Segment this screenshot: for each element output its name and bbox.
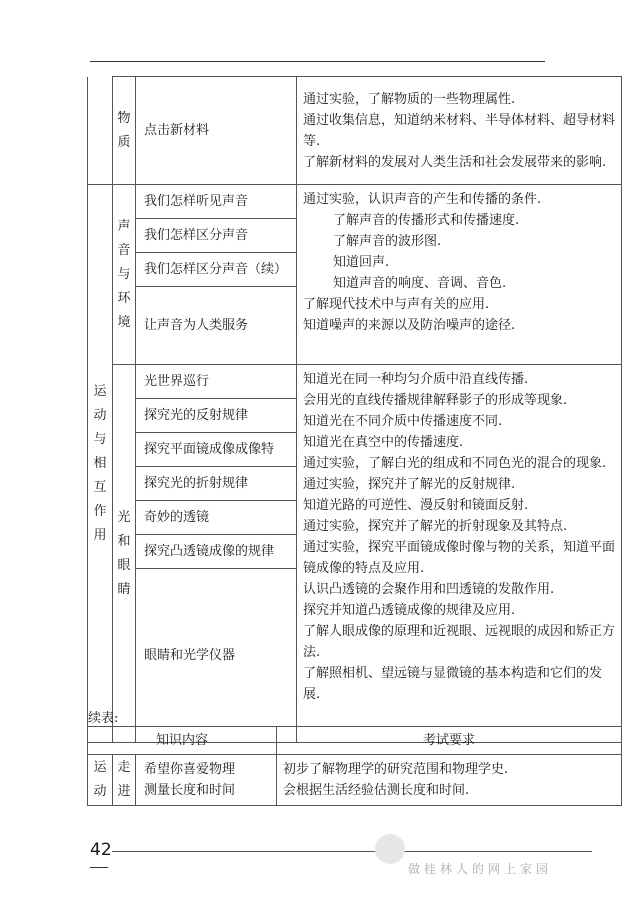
lesson-title: 奇妙的透镜	[136, 501, 297, 535]
footer-rule	[112, 851, 592, 852]
lesson-title: 探究光的折射规律	[136, 467, 297, 501]
watermark-text: 做桂林人的网上家园	[408, 862, 553, 876]
requirements-sound: 通过实验，认识声音的产生和传播的条件. 了解声音的传播形式和传播速度. 了解声音的波形图. 知道回声. 知道声音的响度、音调、音色. 了解现代技术中与声有关的应用. 知道噪声的来源以及防治噪声的途径.	[297, 185, 622, 365]
lesson-title: 我们怎样听见声音	[136, 185, 297, 219]
lesson-title: 我们怎样区分声音（续）	[136, 253, 297, 287]
header-rule	[90, 61, 545, 62]
lesson-title: 探究光的反射规律	[136, 399, 297, 433]
lesson-title: 让声音为人类服务	[136, 287, 297, 365]
page-dash	[90, 867, 108, 868]
domain-motion-2: 运动	[88, 755, 113, 806]
lesson-title: 探究凸透镜成像的规律	[136, 535, 297, 569]
lesson-title: 光世界巡行	[136, 365, 297, 399]
lesson-title: 我们怎样区分声音	[136, 219, 297, 253]
lesson-title: 眼睛和光学仪器	[136, 569, 297, 743]
topic-sound: 声音与环境	[113, 185, 136, 365]
watermark-logo-icon	[375, 834, 405, 864]
topic-intro: 走进	[113, 755, 136, 806]
lesson-title: 点击新材料	[136, 77, 297, 185]
topic-matter: 物质	[113, 77, 136, 185]
domain-motion: 运动与相互作用	[88, 185, 113, 743]
topic-light: 光和眼睛	[113, 365, 136, 743]
requirements-intro: 初步了解物理学的研究范围和物理学史. 会根据生活经验估测长度和时间.	[277, 755, 622, 806]
page-number: 42	[90, 840, 112, 860]
requirements-matter: 通过实验，了解物质的一些物理属性. 通过收集信息，知道纳米材料、半导体材料、超导材料等. 了解新材料的发展对人类生活和社会发展带来的影响.	[297, 77, 622, 185]
requirements-light: 知道光在同一种均匀介质中沿直线传播. 会用光的直线传播规律解释影子的形成等现象. 知道光在不同介质中传播速度不同. 知道光在真空中的传播速度. 通过实验，了解白光的组成和不同色光的混合的现象. 通过实验，探究并了解光的反射规律. 知道光路的可逆性、漫反射和镜面反射. 通过实验，探究并了解光的折射现象及其特点. 通过实验，探究平面镜成像时像与物的关系，知道平面镜成像的特点及应用. 认识凸透镜的会聚作用和凹透镜的发散作用. 探究并知道凸透镜成像的规律及应用. 了解人眼成像的原理和近视眼、远视眼的成因和矫正方法. 了解照相机、望远镜与显微镜的基本构造和它们的发展.	[297, 365, 622, 743]
curriculum-table	[87, 76, 622, 743]
continued-label: 续表:	[88, 711, 119, 726]
lesson-title: 探究平面镜成像成像特	[136, 433, 297, 467]
domain-cell-blank	[88, 77, 113, 185]
continued-table	[87, 726, 622, 806]
lesson-titles: 希望你喜爱物理 测量长度和时间	[136, 755, 277, 806]
header-requirements: 考试要求	[277, 727, 622, 755]
header-knowledge: 知识内容	[88, 727, 277, 755]
